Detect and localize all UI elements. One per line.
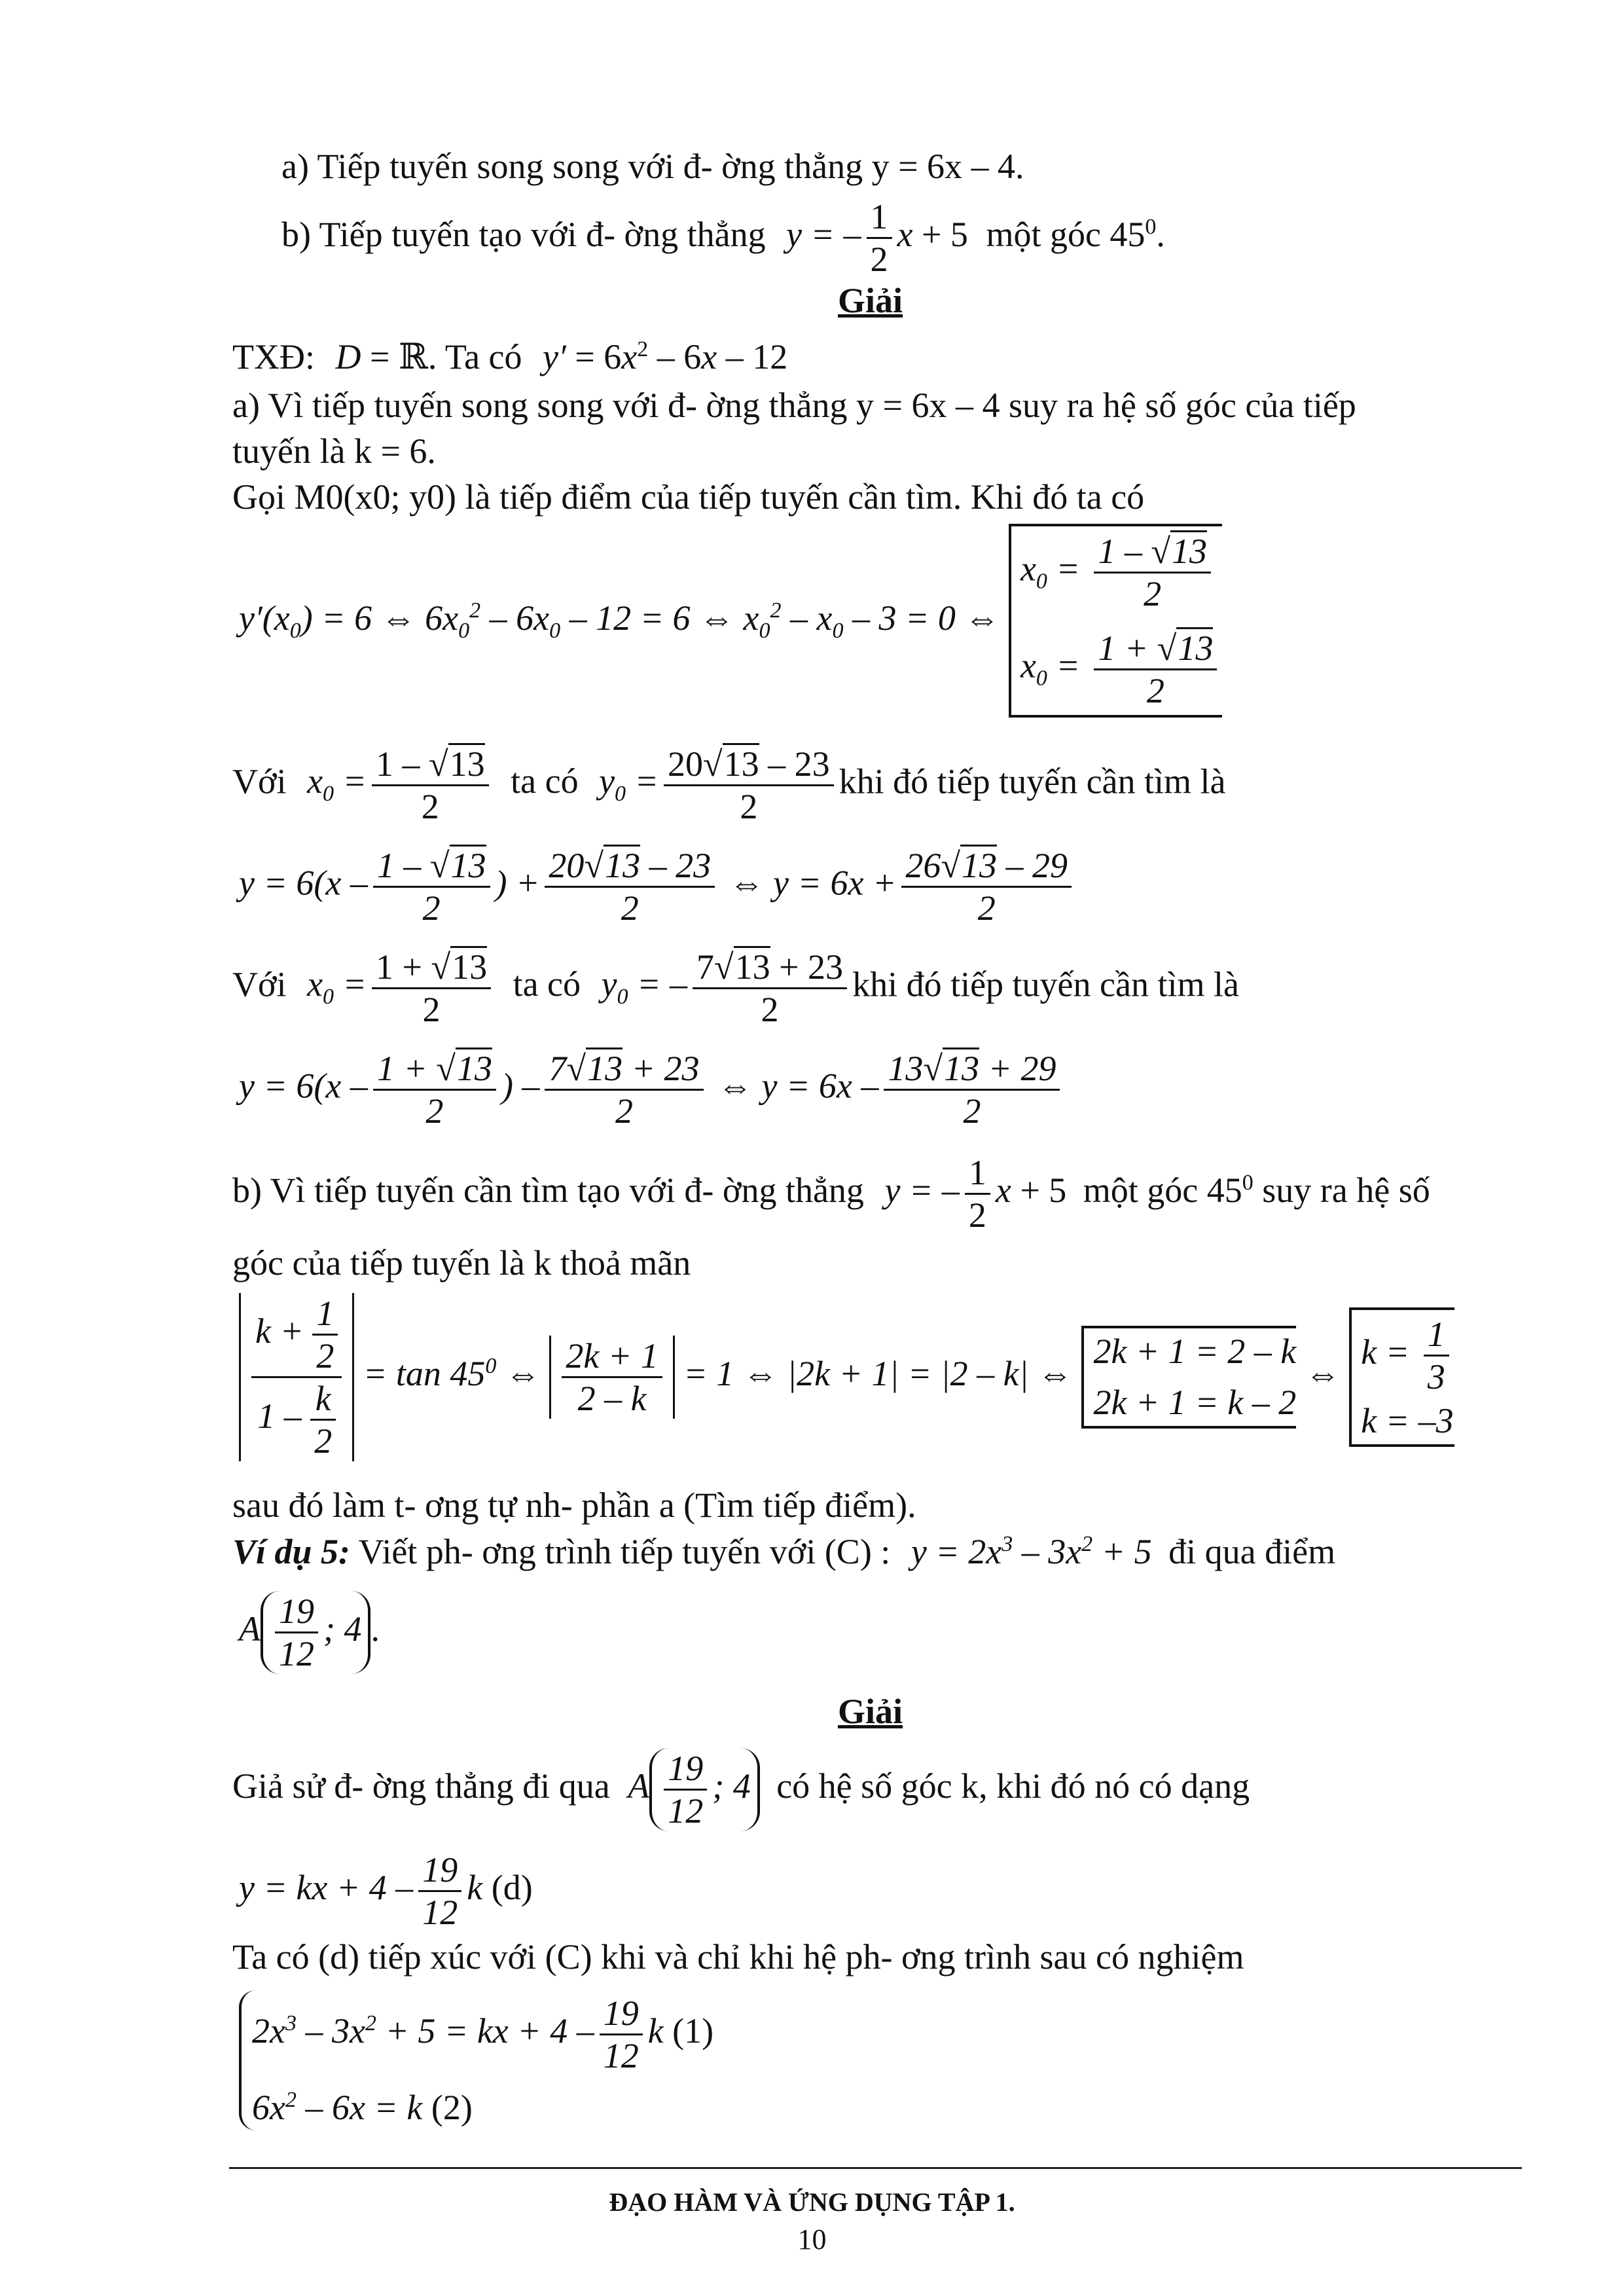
tangent1-equation: y = 6(x – $\frac{1 - √13}{2}$ ) + $\frac{20√13 - 23}{2}$ ⇔ y = 6x + $\frac{26√13 - 29}{2}$ bbox=[239, 845, 1077, 928]
khido-label: khi đó tiếp tuyến cần tìm là bbox=[852, 964, 1239, 1004]
eq2-label: (2) bbox=[431, 2088, 473, 2128]
item-b-angle: một góc 45 bbox=[986, 214, 1146, 254]
solution-bracket: $x_0$ = $\frac{1 - √13}{2}$ $x_0$ = $\frac{1 + √13}{2}$ bbox=[1009, 524, 1223, 718]
derivative-equation: $y'(x_0) = 6$ ⇔ $6x_0^2 - 6x_0 - 12 = 6$ ⇔ $x_0^2 - x_0 - 3 = 0$ ⇔ $x_0$ = $\frac{1 - √13}{2}$ $x_0$ = $\frac{1 + √13}{2}$ bbox=[239, 524, 1222, 718]
item-a: a) Tiếp tuyến song song với đ- ờng thẳng y = 6x – 4. bbox=[281, 147, 1024, 186]
solution-heading: Giải bbox=[838, 281, 903, 320]
after-line: sau đó làm t- ơng tự nh- phần a (Tìm tiếp điểm). bbox=[232, 1485, 916, 1525]
item-b: b) Tiếp tuyến tạo với đ- ờng thẳng y = – $\frac{1}{2}$ x + 5 một góc $45^0$. bbox=[281, 197, 1165, 280]
example5-l1-pre: Giả sử đ- ờng thẳng đi qua bbox=[232, 1766, 610, 1806]
domain-line: TXĐ: D = ℝ. Ta có $y' = 6x^2 - 6x - 12$ bbox=[232, 337, 788, 376]
b-line1-end: suy ra hệ số bbox=[1262, 1170, 1430, 1210]
period: . bbox=[1156, 214, 1165, 254]
footer-title: ĐẠO HÀM VÀ ỨNG DỤNG TẬP 1. bbox=[609, 2187, 1015, 2217]
footer-rule bbox=[229, 2167, 1522, 2169]
case1-line: Với $x_0$ = $\frac{1 - √13}{2}$ ta có $y_0$ = $\frac{20√13 - 23}{2}$ khi đó tiếp tuyến cần tìm là bbox=[232, 744, 1226, 827]
b-solution-line1: b) Vì tiếp tuyến cần tìm tạo với đ- ờng thẳng y = – $\frac{1}{2}$ x + 5 một góc $45^0$ suy ra hệ số bbox=[232, 1153, 1430, 1235]
degree-sup: 0 bbox=[1145, 214, 1157, 239]
fraction: $\frac{1}{2}$ bbox=[867, 196, 892, 280]
txd-label: TXĐ: bbox=[232, 337, 315, 376]
line-d-equation: y = kx + 4 – $\frac{19}{12}$ k (d) bbox=[239, 1850, 533, 1933]
a-solution-line2: tuyến là k = 6. bbox=[232, 431, 436, 471]
example5-heading: Giải bbox=[838, 1692, 903, 1731]
example5-line: Ví dụ 5: Viết ph- ơng trình tiếp tuyến với (C) : $y = 2x^3 - 3x^2 + 5$ đi qua điểm bbox=[232, 1532, 1336, 1571]
system-equations: $2x^3 - 3x^2 + 5$ = kx + 4 – $\frac{19}{12}$ k (1) $6x^2 - 6x = k$ (2) bbox=[239, 1990, 713, 2130]
with-label: Với bbox=[232, 964, 287, 1004]
point-a: A $\frac{19}{12}$ ; 4 . bbox=[239, 1592, 380, 1674]
b-line1-angle: một góc 45 bbox=[1083, 1170, 1242, 1210]
eq1-label: (1) bbox=[672, 2011, 714, 2050]
txd-text: . Ta có bbox=[427, 337, 522, 376]
with-label: Với bbox=[232, 761, 287, 801]
angle-equation: k + $\frac{1}{2}$ 1 – $\frac{k}{2}$ = $\tan 45^0$ ⇔ $\frac{2k + 1}{2 - k}$ = 1 ⇔ |2k + 1| = |2 – k| ⇔ 2k + 1 = 2 – k 2k + 1 = k – 2 ⇔ k = $\frac{1}{3}$ k = –3 bbox=[239, 1293, 1454, 1461]
example5-label: Ví dụ 5: bbox=[232, 1532, 351, 1571]
a-solution-line1: a) Vì tiếp tuyến song song với đ- ờng thẳng y = 6x – 4 suy ra hệ số góc của tiếp bbox=[232, 386, 1356, 425]
example5-l1-post: có hệ số góc k, khi đó nó có dạng bbox=[776, 1766, 1250, 1806]
example5-line3: Ta có (d) tiếp xúc với (C) khi và chỉ khi hệ ph- ơng trình sau có nghiệm bbox=[232, 1937, 1244, 1977]
case2-line: Với $x_0$ = $\frac{1 + √13}{2}$ ta có $y_0$ = – $\frac{7√13 + 23}{2}$ khi đó tiếp tuyến cần tìm là bbox=[232, 947, 1239, 1030]
tangent2-equation: y = 6(x – $\frac{1 + √13}{2}$ ) – $\frac{7√13 + 23}{2}$ ⇔ y = 6x – $\frac{13√13 + 29}{2}$ bbox=[239, 1048, 1065, 1131]
taco-label: ta có bbox=[511, 761, 579, 801]
example5-line1: Giả sử đ- ờng thẳng đi qua A $\frac{19}{12}$ ; 4 có hệ số góc k, khi đó nó có dạng bbox=[232, 1749, 1250, 1831]
b-solution-line2: góc của tiếp tuyến là k thoả mãn bbox=[232, 1243, 691, 1283]
taco-label: ta có bbox=[513, 964, 581, 1004]
a-solution-line3: Gọi M0(x0; y0) là tiếp điểm của tiếp tuyến cần tìm. Khi đó ta có bbox=[232, 477, 1145, 517]
d-label: (d) bbox=[491, 1867, 533, 1907]
khido-label: khi đó tiếp tuyến cần tìm là bbox=[839, 761, 1226, 801]
page-number: 10 bbox=[797, 2223, 827, 2255]
item-b-text: b) Tiếp tuyến tạo với đ- ờng thẳng bbox=[281, 214, 766, 254]
example5-text-post: đi qua điểm bbox=[1168, 1532, 1336, 1571]
b-line1-text: b) Vì tiếp tuyến cần tìm tạo với đ- ờng thẳng bbox=[232, 1170, 864, 1210]
example5-text: Viết ph- ơng trình tiếp tuyến với (C) : bbox=[350, 1532, 891, 1571]
